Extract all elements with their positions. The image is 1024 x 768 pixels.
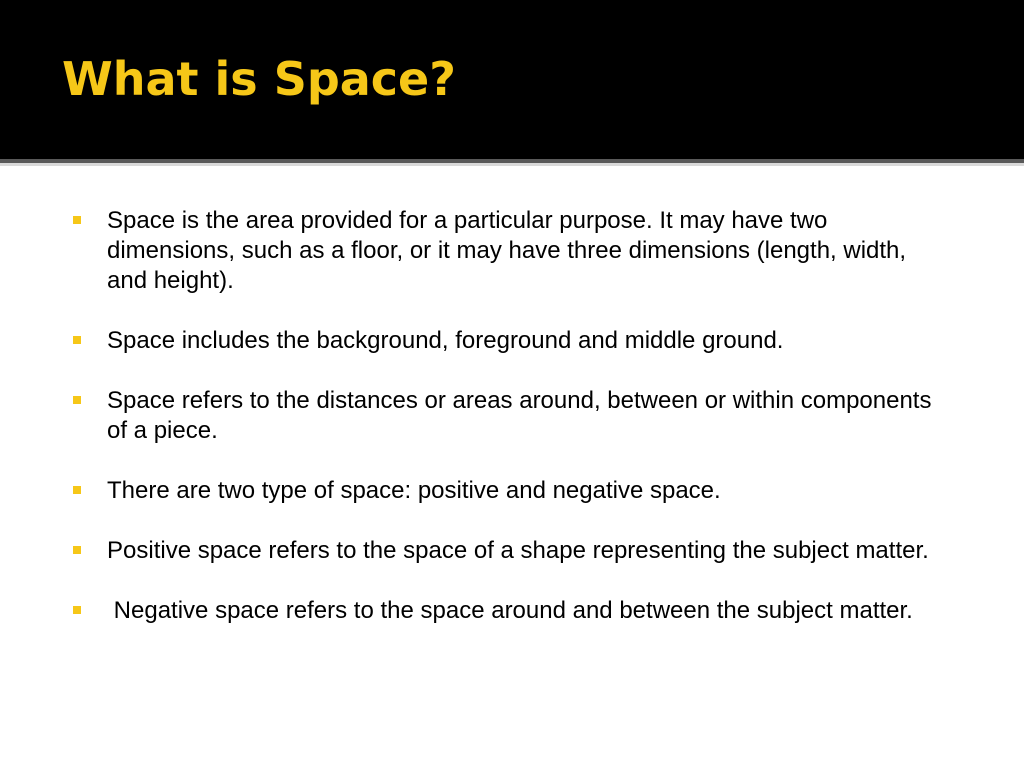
bullet-item (72, 326, 952, 356)
bullet-text: Positive space refers to the space of a shape representing the subject matter. (107, 537, 929, 564)
bullet-text: Negative space refers to the space around and between the subject matter. (107, 597, 913, 624)
square-bullet-icon (73, 486, 81, 494)
bullet-list (72, 206, 952, 626)
bullet-text: Space is the area provided for a particular purpose. It may have two dimensions, such as a floor, or it may have three dimensions (length, width, and height). (107, 207, 913, 294)
bullet-item (72, 476, 952, 506)
slide-title: What is Space? (62, 52, 456, 106)
square-bullet-icon (73, 606, 81, 614)
bullet-text: There are two type of space: positive and negative space. (107, 477, 721, 504)
square-bullet-icon (73, 546, 81, 554)
square-bullet-icon (73, 216, 81, 224)
bullet-text: Space refers to the distances or areas around, between or within components of a piece. (107, 387, 939, 444)
bullet-text: Space includes the background, foreground and middle ground. (107, 327, 784, 354)
bullet-item (72, 536, 952, 566)
title-divider-light (0, 163, 1024, 166)
bullet-item (72, 386, 952, 446)
title-bar (0, 0, 1024, 159)
bullet-item (72, 596, 952, 626)
square-bullet-icon (73, 396, 81, 404)
bullet-item (72, 206, 952, 296)
square-bullet-icon (73, 336, 81, 344)
